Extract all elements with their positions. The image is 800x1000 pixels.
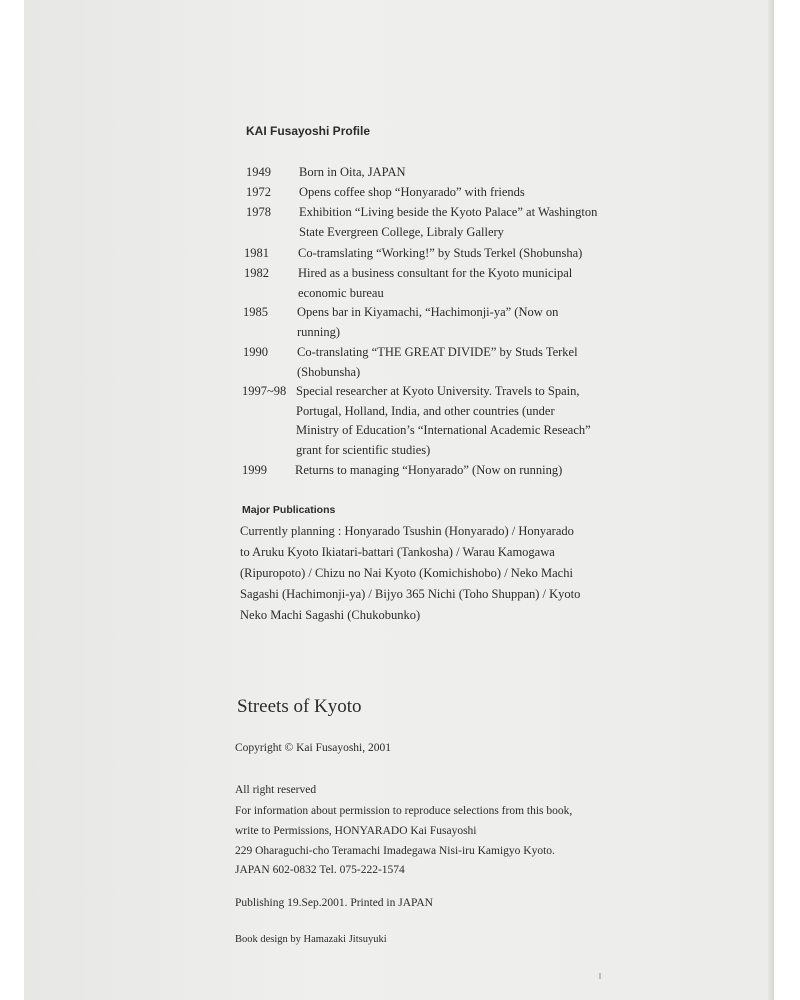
- permission-line-2: write to Permissions, HONYARADO Kai Fusayoshi: [235, 825, 477, 837]
- timeline-description: Co-translating “THE GREAT DIVIDE” by Studs Terkel: [297, 345, 578, 359]
- timeline-description: Opens coffee shop “Honyarado” with friends: [299, 185, 525, 199]
- book-title: Streets of Kyoto: [237, 696, 362, 717]
- timeline-year: 1949: [246, 165, 271, 179]
- publications-line: (Ripuropoto) / Chizu no Nai Kyoto (Komichishobo) / Neko Machi: [240, 566, 573, 580]
- timeline-description: Co-tramslating “Working!” by Studs Terkel (Shobunsha): [298, 246, 583, 260]
- profile-heading: KAI Fusayoshi Profile: [246, 124, 371, 138]
- timeline-year: 1978: [246, 205, 271, 219]
- timeline-year: 1985: [243, 305, 268, 319]
- timeline-description: Opens bar in Kiyamachi, “Hachimonji-ya” (Now on: [297, 305, 559, 319]
- publishing-line: Publishing 19.Sep.2001. Printed in JAPAN: [235, 897, 433, 909]
- timeline-description: Exhibition “Living beside the Kyoto Palace” at Washington: [299, 205, 598, 219]
- publications-line: Currently planning : Honyarado Tsushin (Honyarado) / Honyarado: [240, 524, 574, 538]
- permission-line-1: For information about permission to reproduce selections from this book,: [235, 805, 573, 817]
- address-line-1: 229 Oharaguchi-cho Teramachi Imadegawa Nisi-iru Kamigyo Kyoto.: [235, 845, 555, 857]
- timeline-description: running): [297, 324, 341, 339]
- book-page: [24, 0, 774, 1000]
- design-credit: Book design by Hamazaki Jitsuyuki: [235, 934, 387, 945]
- address-line-2: JAPAN 602-0832 Tel. 075-222-1574: [235, 864, 405, 876]
- timeline-year: 1981: [244, 246, 269, 260]
- timeline-year: 1999: [242, 463, 267, 477]
- timeline-description: State Evergreen College, Libraly Gallery: [299, 224, 504, 239]
- timeline-description: Special researcher at Kyoto University. Travels to Spain,: [296, 384, 580, 398]
- timeline-description: grant for scientific studies): [296, 442, 431, 457]
- publications-line: Sagashi (Hachimonji-ya) / Bijyo 365 Nichi (Toho Shuppan) / Kyoto: [240, 587, 581, 601]
- copyright-line: Copyright © Kai Fusayoshi, 2001: [235, 742, 392, 754]
- timeline-description: economic bureau: [298, 285, 384, 300]
- paper-mark: [599, 973, 601, 979]
- publications-line: Neko Machi Sagashi (Chukobunko): [240, 608, 421, 622]
- timeline-description: Ministry of Education’s “International Academic Reseach”: [296, 423, 591, 437]
- page-edge-shadow: [768, 0, 774, 1000]
- timeline-description: Portugal, Holland, India, and other countries (under: [296, 403, 555, 418]
- timeline-description: Hired as a business consultant for the Kyoto municipal: [298, 266, 573, 280]
- timeline-description: (Shobunsha): [297, 364, 361, 379]
- timeline-description: Returns to managing “Honyarado” (Now on running): [295, 463, 563, 477]
- timeline-year: 1990: [243, 345, 268, 359]
- timeline-year: 1997~98: [242, 384, 287, 398]
- rights-line: All right reserved: [235, 784, 317, 796]
- timeline-year: 1982: [244, 266, 269, 280]
- publications-heading: Major Publications: [242, 504, 336, 516]
- timeline-year: 1972: [246, 185, 271, 199]
- publications-line: to Aruku Kyoto Ikiatari-battari (Tankosha) / Warau Kamogawa: [240, 545, 555, 559]
- timeline-description: Born in Oita, JAPAN: [299, 165, 406, 179]
